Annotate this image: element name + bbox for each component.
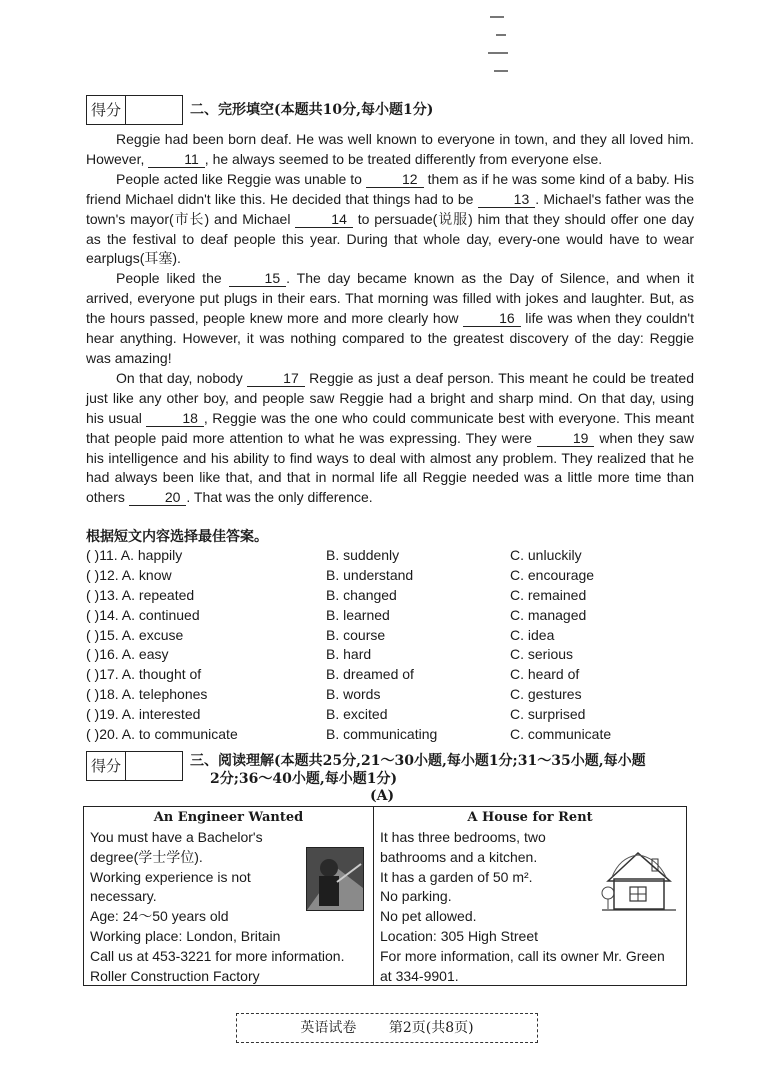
passage-text: Reggie had been born deaf. He was well known to everyone in town, and they all loved him. However,	[86, 131, 694, 167]
ad-title: A House for Rent	[467, 810, 593, 825]
ad-title: An Engineer Wanted	[153, 810, 304, 825]
option-b: B. understand	[326, 566, 414, 583]
house-icon	[600, 847, 678, 917]
section-title: 三、阅读理解(本题共25分,21～30小题,每小题1分;31～35小题,每小题	[190, 753, 646, 769]
option-b: B. dreamed of	[326, 666, 414, 683]
option-row	[86, 566, 706, 586]
score-label: 得分	[87, 752, 126, 780]
ad-line: necessary.	[90, 888, 157, 905]
footer-page: 第2页(共8页)	[388, 1020, 474, 1036]
option-c: C. gestures	[510, 686, 582, 703]
ad-line: Age: 24～50 years old	[90, 908, 229, 925]
instruction: 根据短文内容选择最佳答案。	[86, 529, 268, 545]
option-b: B. hard	[326, 646, 372, 663]
paragraph	[86, 170, 694, 270]
passage-text: People acted like Reggie was unable to	[116, 170, 366, 187]
option-b: B. excited	[326, 706, 388, 723]
option-a: ( )17. A. thought of	[86, 666, 202, 683]
passage-text: . Michael's father was the town's mayor(市长) and Michael	[86, 190, 695, 227]
engineer-photo	[306, 847, 364, 911]
footer-subject: 英语试卷	[300, 1020, 357, 1036]
option-row	[86, 586, 706, 606]
cloze-blank: 12	[366, 171, 424, 188]
option-row	[86, 685, 706, 705]
option-b: B. changed	[326, 586, 397, 603]
option-c: C. remained	[510, 586, 587, 603]
option-a: ( )15. A. excuse	[86, 626, 184, 643]
page-footer	[236, 1013, 538, 1043]
passage-text: to persuade(说服) him that they should offer one day as the festival to deaf people this year. During that whole day, every-one would have to wear earplugs(耳塞).	[86, 210, 694, 267]
passage-text: , Reggie was the one who could communicate best with everyone. This meant that people paid more attention to what he was expressing. They were	[86, 409, 694, 446]
cloze-passage	[86, 130, 694, 508]
cloze-blank: 14	[295, 211, 353, 228]
passage-text: Reggie as just a deaf person. This meant he could be treated just like any other boy, and people saw Reggie had a bright and sharp mind. On that day, using his usual	[86, 369, 694, 426]
ads-table	[83, 806, 687, 986]
options-list	[86, 546, 706, 745]
paragraph	[86, 369, 694, 508]
option-c: C. encourage	[510, 566, 595, 583]
ad-line: bathrooms and a kitchen.	[380, 848, 538, 865]
option-b: B. learned	[326, 606, 390, 623]
score-label: 得分	[87, 96, 126, 124]
section-title-cont: 2分;36～40小题,每小题1分)	[210, 771, 398, 787]
passage-text: . The day became known as the Day of Silence, and when it arrived, everyone put plugs in their ears. That morning was filled with jokes and laughter. But, as the hours passed, people knew more and more clearly how	[86, 270, 694, 327]
option-c: C. heard of	[510, 666, 580, 683]
ad-line: Call us at 453-3221 for more information.	[90, 947, 345, 964]
option-b: B. course	[326, 626, 386, 643]
option-a: ( )14. A. continued	[86, 606, 200, 623]
passage-text: them as if he was some kind of a baby. His friend Michael didn't like this. He decided that things had to be	[86, 170, 694, 207]
section-title: 二、完形填空(本题共10分,每小题1分)	[190, 102, 434, 118]
option-b: B. suddenly	[326, 547, 400, 563]
cloze-blank: 18	[146, 410, 204, 427]
option-a: ( )20. A. to communicate	[86, 726, 238, 743]
option-row	[86, 725, 706, 745]
score-blank[interactable]	[126, 752, 182, 780]
passage-text: life was when they couldn't hear anything. However, it was nothing compared to the greatest discovery of the day: Reggie was amazing!	[86, 310, 694, 366]
ad-line: You must have a Bachelor's	[90, 829, 263, 845]
option-row	[86, 626, 706, 646]
part-label: (A)	[370, 788, 395, 804]
cloze-blank: 16	[463, 310, 521, 327]
ad-engineer	[84, 807, 374, 985]
score-blank[interactable]	[126, 96, 182, 124]
ad-line: No parking.	[380, 888, 452, 905]
passage-text: when they saw his intelligence and his ability to find ways to deal with almost any problem. They realized that he had always been like that, and that in normal life all Reggie needed was a little more time than others	[86, 429, 694, 506]
scan-marks	[486, 12, 516, 80]
option-row	[86, 606, 706, 626]
option-a: ( )19. A. interested	[86, 706, 201, 723]
option-row	[86, 665, 706, 685]
score-box	[86, 751, 183, 781]
option-c: C. communicate	[510, 726, 612, 743]
cloze-blank: 11	[148, 151, 205, 168]
ad-line: degree(学士学位).	[90, 848, 203, 865]
option-row	[86, 645, 706, 665]
option-a: ( )13. A. repeated	[86, 586, 195, 603]
option-a: ( )16. A. easy	[86, 646, 169, 663]
option-a: ( )11. A. happily	[86, 547, 183, 563]
passage-text: . That was the only difference.	[186, 489, 373, 506]
paragraph	[86, 130, 694, 170]
cloze-blank: 17	[247, 370, 305, 387]
option-c: C. surprised	[510, 706, 586, 723]
option-a: ( )18. A. telephones	[86, 686, 208, 703]
ad-line: It has three bedrooms, two	[380, 829, 546, 845]
ad-line: Roller Construction Factory	[90, 967, 260, 984]
passage-text: , he always seemed to be treated differently from everyone else.	[204, 150, 603, 167]
option-b: B. communicating	[326, 726, 438, 743]
option-row	[86, 546, 706, 566]
cloze-blank: 15	[229, 270, 287, 287]
ad-line: It has a garden of 50 m².	[380, 868, 533, 885]
passage-text: On that day, nobody	[116, 369, 248, 386]
option-a: ( )12. A. know	[86, 566, 172, 583]
passage-text: People liked the	[116, 270, 229, 287]
ad-line: Working experience is not	[90, 868, 251, 885]
paragraph	[86, 269, 694, 369]
ad-line: Working place: London, Britain	[90, 927, 281, 944]
ad-house	[374, 807, 686, 985]
ad-line: at 334-9901.	[380, 967, 459, 984]
ad-line: Location: 305 High Street	[380, 927, 538, 944]
ad-line: For more information, call its owner Mr. Green	[380, 947, 665, 964]
cloze-blank: 20	[129, 489, 187, 506]
ad-line: No pet allowed.	[380, 908, 477, 925]
score-box	[86, 95, 183, 125]
cloze-blank: 19	[537, 430, 595, 447]
option-row	[86, 705, 706, 725]
option-c: C. unluckily	[510, 547, 582, 563]
option-c: C. idea	[510, 626, 555, 643]
cloze-blank: 13	[478, 191, 536, 208]
option-c: C. managed	[510, 606, 587, 623]
option-b: B. words	[326, 686, 381, 703]
option-c: C. serious	[510, 646, 574, 663]
